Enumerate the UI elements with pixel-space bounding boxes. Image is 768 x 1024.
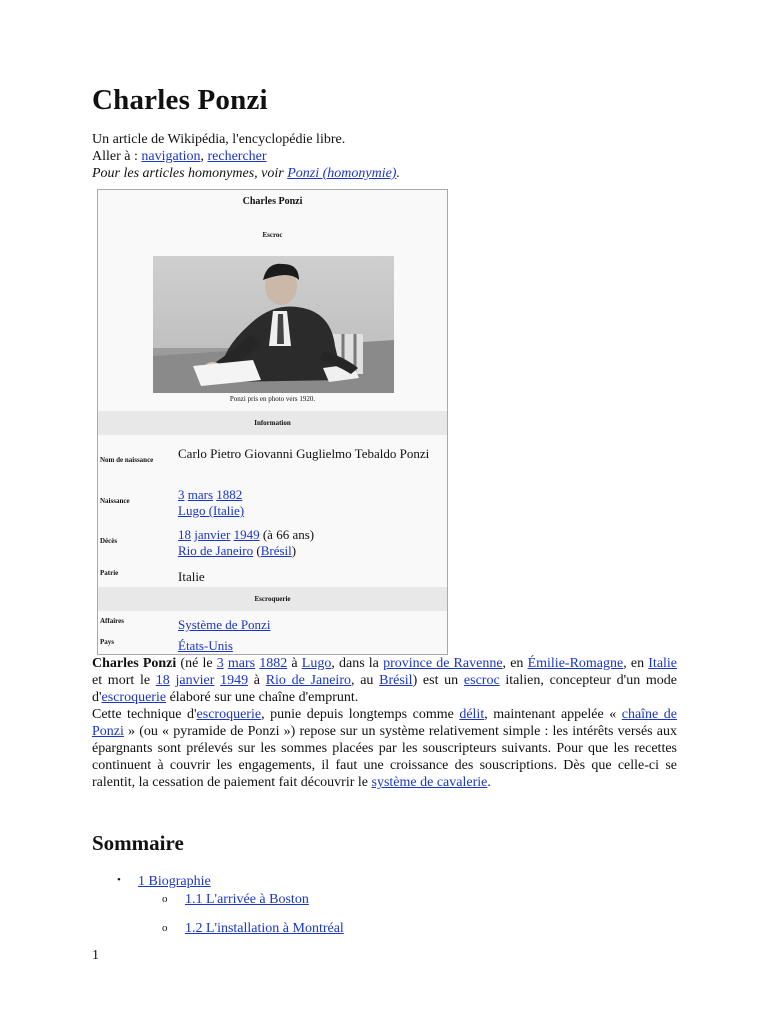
subject-name: Charles Ponzi [92,656,177,671]
birth-month-link[interactable]: mars [187,487,214,502]
p1-text-8: ) est un [412,673,464,688]
toc-item-biographie [138,873,211,890]
article-meta [92,131,400,182]
escroquerie-link[interactable]: escroquerie [101,690,167,705]
goto-line [92,148,400,165]
navigation-link[interactable]: navigation [141,149,201,164]
search-link[interactable]: rechercher [207,149,267,164]
p2-text-2: , punie depuis longtemps comme [261,707,460,722]
label-birthname: Nom de naissance [100,456,154,464]
p1-text-10: élaboré sur une chaîne d'emprunt. [166,690,359,705]
label-pays: Pays [100,638,114,646]
section-information: Information [98,411,447,435]
p1-text-4: , en [623,656,649,671]
p2-text-1: Cette technique d' [92,707,197,722]
value-birth [178,487,433,519]
birth-year-text-link[interactable]: 1882 [259,656,288,671]
italie-link[interactable]: Italie [648,656,678,671]
value-country: Italie [178,569,205,584]
toc-heading: Sommaire [92,831,184,855]
p2-text-5: . [487,775,491,790]
p1-text-6: à [248,673,266,688]
birth-day-text-link[interactable]: 3 [216,656,224,671]
delit-link[interactable]: délit [459,707,485,722]
lugo-link[interactable]: Lugo [301,656,332,671]
death-month-link[interactable]: janvier [194,527,231,542]
photo-caption: Ponzi pris en photo vers 1920. [229,395,316,403]
technique-paragraph [92,706,677,791]
goto-separator: , [200,149,208,164]
value-pays [178,638,433,654]
toc-link-boston[interactable]: 1.1 L'arrivée à Boston [185,892,309,907]
death-day-link[interactable]: 18 [178,527,191,542]
escroquerie-link-2[interactable]: escroquerie [196,707,262,722]
hatnote-prefix: Pour les articles homonymes, voir [92,166,288,181]
birth-place-link[interactable]: Lugo (Italie) [178,503,245,518]
bresil-link[interactable]: Brésil [379,673,413,688]
section-escroquerie: Escroquerie [98,587,447,611]
label-death: Décès [100,537,118,545]
portrait-photo[interactable] [153,256,394,393]
birth-year-link[interactable]: 1882 [216,487,243,502]
escroc-link[interactable]: escroc [463,673,500,688]
emilie-link[interactable]: Émilie-Romagne [527,656,624,671]
value-affair [178,617,433,633]
death-age: (à 66 ans) [262,527,315,542]
goto-prefix: Aller à : [92,149,142,164]
p2-text-3: , maintenant appelée « [484,707,622,722]
p1-text-7: , au [350,673,380,688]
p1-text-1: (né le [176,656,217,671]
portrait-illustration [153,256,394,393]
death-place-link[interactable]: Rio de Janeiro [178,543,254,558]
tagline: Un article de Wikipédia, l'encyclopédie libre. [92,132,346,147]
death-year-link[interactable]: 1949 [233,527,260,542]
infobox [97,189,448,655]
province-link[interactable]: province de Ravenne [383,656,503,671]
p1-text-2: , dans la [331,656,384,671]
birth-day-link[interactable]: 3 [178,487,185,502]
label-birth: Naissance [100,497,130,505]
hatnote-suffix: . [396,166,400,181]
p1-text-9: italien, concepteur d'un mode d' [92,673,678,705]
death-country-link[interactable]: Brésil [260,543,292,558]
value-birthname: Carlo Pietro Giovanni Guglielmo Tebaldo Ponzi [178,446,430,461]
death-month-text-link[interactable]: janvier [175,673,215,688]
rio-link[interactable]: Rio de Janeiro [265,673,351,688]
affair-link[interactable]: Système de Ponzi [178,617,271,632]
bullet-icon: • [117,874,121,886]
value-death: 18 janvier 1949 (à 66 ans) Rio de Janeiro (Brésil) [178,527,315,558]
label-country: Patrie [100,569,119,577]
death-year-text-link[interactable]: 1949 [220,673,249,688]
pays-link[interactable]: États-Unis [178,638,233,653]
intro-paragraph [92,655,677,706]
p2-text-4: » (ou « pyramide de Ponzi ») repose sur un système relativement simple : les intérêts versés aux épargnants sont prélevés sur les sommes placées par les souscripteurs suivants. Pour que les recettes continuent à couvrir les engagements, il faut une croissance des souscriptions. Dès que celle-ci se ralentit, la cessation de paiement fait découvrir le [92,724,677,790]
p1-text-a: à [287,656,302,671]
toc-link-montreal[interactable]: 1.2 L'installation à Montréal [185,921,344,936]
birth-month-text-link[interactable]: mars [227,656,256,671]
infobox-subtitle: Escroc [262,231,283,239]
circle-bullet-icon: o [162,893,168,905]
p1-text-3: , en [502,656,528,671]
toc-item-boston [185,891,309,908]
page-number: 1 [92,948,99,963]
label-affair: Affaires [100,617,124,625]
p1-text-5: et mort le [92,673,156,688]
hatnote [92,165,400,182]
death-day-text-link[interactable]: 18 [155,673,170,688]
toc-link-biographie[interactable]: 1 Biographie [138,874,211,889]
toc-item-montreal [185,920,344,937]
circle-bullet-icon: o [162,922,168,934]
homonymie-link[interactable]: Ponzi (homonymie) [287,166,397,181]
page-title: Charles Ponzi [92,84,268,116]
cavalerie-link[interactable]: système de cavalerie [371,775,488,790]
chaine-ponzi-link[interactable]: chaîne de Ponzi [92,707,677,739]
infobox-title: Charles Ponzi [242,196,303,207]
